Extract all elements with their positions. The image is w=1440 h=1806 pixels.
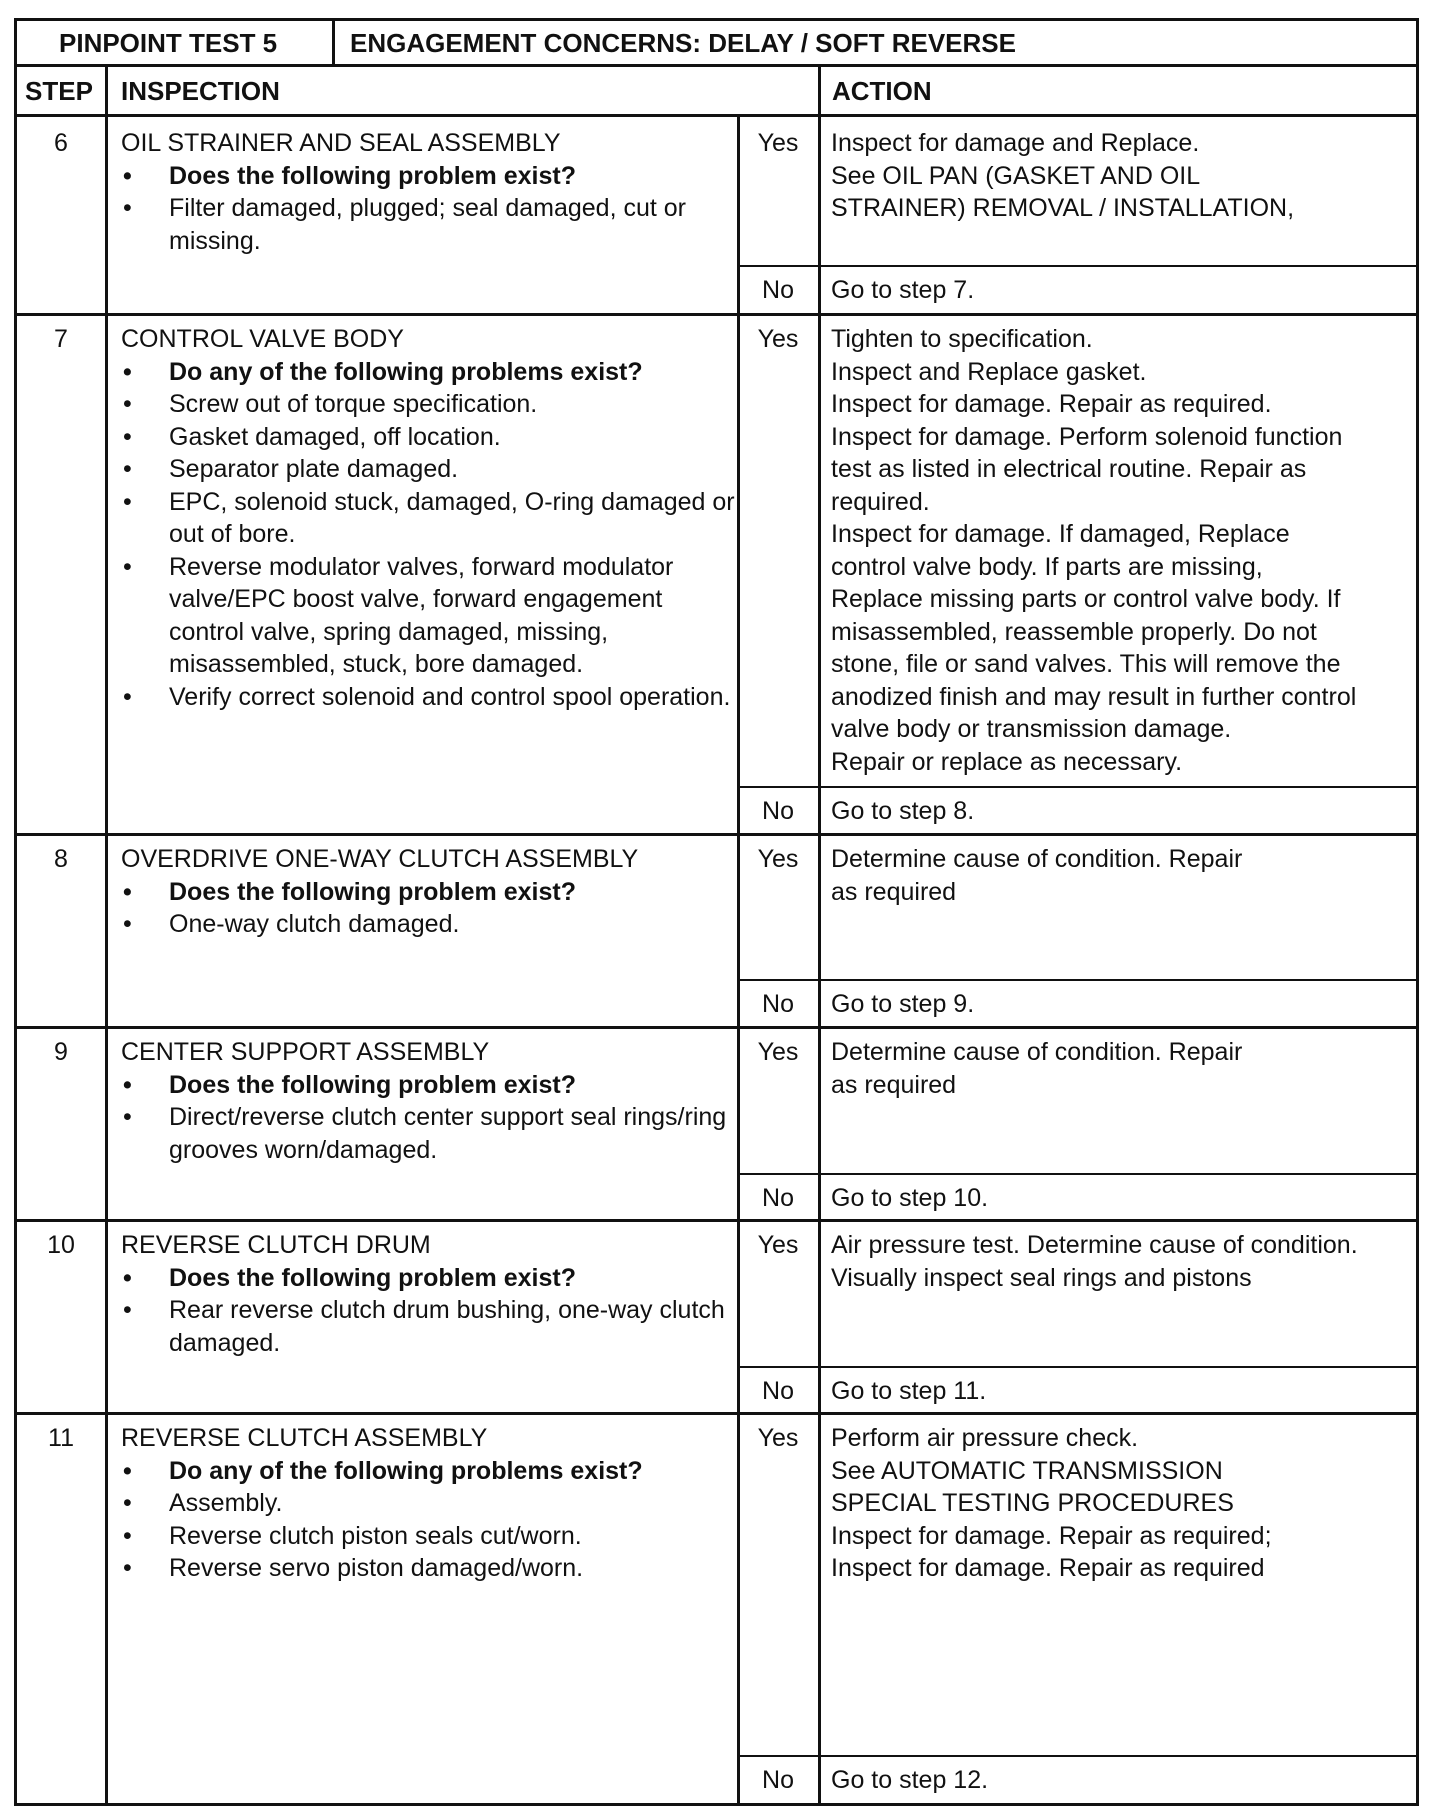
action-line: Replace missing parts or control valve body. If [831, 585, 1341, 613]
yes-action [831, 323, 1419, 778]
action-line: Inspect for damage. Repair as required. [831, 390, 1272, 418]
row8-yes-no-divider [737, 979, 1416, 981]
inspection-cell [121, 1036, 741, 1166]
no-action: Go to step 7. [831, 276, 975, 304]
action-line: Inspect for damage. Repair as required; [831, 1521, 1272, 1550]
inspection-bullet: • Screw out of torque specification. [121, 388, 741, 421]
step-number: 8 [54, 845, 68, 873]
no-action: Go to step 9. [831, 990, 975, 1018]
yes-label: Yes [757, 325, 799, 353]
no-label: No [762, 1377, 794, 1405]
action-line: See AUTOMATIC TRANSMISSION [831, 1456, 1223, 1485]
row9-yes-no-divider [737, 1173, 1416, 1175]
col-action: ACTION [832, 76, 932, 106]
action-line: STRAINER) REMOVAL / INSTALLATION, [831, 194, 1295, 222]
action-line: Inspect for damage. Perform solenoid function [831, 422, 1343, 451]
action-line: as required [831, 1070, 957, 1099]
yes-label: Yes [757, 845, 799, 873]
step-number: 6 [54, 129, 68, 157]
action-line: Visually inspect seal rings and pistons [831, 1263, 1252, 1292]
no-label: No [762, 276, 794, 304]
row6-yes-no-divider [737, 265, 1416, 267]
action-line: Determine cause of condition. Repair [831, 845, 1243, 873]
inspection-bullet: • Verify correct solenoid and control spool operation. [121, 681, 741, 714]
column-header-row [17, 67, 1416, 117]
no-label: No [762, 1766, 794, 1794]
col-inspection: INSPECTION [121, 76, 280, 106]
inspection-bullet: • One-way clutch damaged. [121, 908, 741, 941]
row10-divider [17, 1412, 1416, 1415]
action-line: SPECIAL TESTING PROCEDURES [831, 1489, 1234, 1517]
inspection-bullet: • Assembly. [121, 1487, 741, 1520]
no-action: Go to step 11. [831, 1377, 987, 1405]
action-line: Inspect for damage. If damaged, Replace [831, 520, 1290, 548]
inspection-question: • Does the following problem exist? [121, 1069, 741, 1102]
step-number: 11 [48, 1424, 74, 1452]
inspection-bullet: • Direct/reverse clutch center support seal rings/ring grooves worn/damaged. [121, 1101, 741, 1166]
action-line: test as listed in electrical routine. Repair as [831, 455, 1307, 483]
inspection-title: CONTROL VALVE BODY [121, 325, 404, 353]
test-title: ENGAGEMENT CONCERNS: DELAY / SOFT REVERSE [350, 28, 1016, 58]
step-number: 9 [54, 1038, 68, 1066]
row8-divider [17, 1026, 1416, 1029]
action-line: stone, file or sand valves. This will remove the [831, 650, 1341, 678]
inspection-bullet: • Reverse servo piston damaged/worn. [121, 1552, 741, 1585]
inspection-title: REVERSE CLUTCH ASSEMBLY [121, 1424, 488, 1452]
row7-divider [17, 833, 1416, 836]
col-step: STEP [25, 76, 93, 106]
inspection-title: OIL STRAINER AND SEAL ASSEMBLY [121, 129, 561, 157]
inspection-cell [121, 1422, 741, 1585]
inspection-title: OVERDRIVE ONE-WAY CLUTCH ASSEMBLY [121, 845, 639, 873]
yes-action [831, 1036, 1419, 1101]
action-line: Repair or replace as necessary. [831, 747, 1183, 776]
inspection-bullet: • EPC, solenoid stuck, damaged, O-ring damaged or out of bore. [121, 486, 741, 551]
action-line: See OIL PAN (GASKET AND OIL [831, 161, 1201, 190]
inspection-bullet: • Gasket damaged, off location. [121, 421, 741, 454]
action-line: Inspect for damage. Repair as required [831, 1554, 1265, 1582]
row6-divider [17, 313, 1416, 316]
yes-action [831, 1422, 1419, 1585]
action-line: misassembled, reassemble properly. Do not [831, 617, 1317, 646]
pinpoint-test-table [14, 18, 1419, 1806]
action-line: as required [831, 877, 957, 906]
inspection-cell [121, 1229, 741, 1359]
inspection-title: CENTER SUPPORT ASSEMBLY [121, 1038, 490, 1066]
test-label: PINPOINT TEST 5 [59, 28, 278, 58]
no-label: No [762, 990, 794, 1018]
action-line: Determine cause of condition. Repair [831, 1038, 1243, 1066]
title-divider [332, 21, 335, 67]
row7-yes-no-divider [737, 786, 1416, 788]
yes-action [831, 1229, 1419, 1294]
inspection-question: • Does the following problem exist? [121, 160, 741, 193]
inspection-question: • Does the following problem exist? [121, 876, 741, 909]
inspection-cell [121, 843, 741, 941]
inspection-bullet: • Reverse clutch piston seals cut/worn. [121, 1520, 741, 1553]
no-label: No [762, 797, 794, 825]
no-label: No [762, 1184, 794, 1212]
inspection-bullet: • Filter damaged, plugged; seal damaged, cut or missing. [121, 192, 741, 257]
inspection-cell [121, 323, 741, 713]
step-number: 10 [47, 1231, 75, 1259]
yes-label: Yes [757, 129, 799, 157]
row11-yes-no-divider [737, 1755, 1416, 1757]
inspection-bullet: • Separator plate damaged. [121, 453, 741, 486]
inspection-question: • Do any of the following problems exist? [121, 1455, 741, 1488]
action-line: required. [831, 487, 930, 516]
yes-label: Yes [757, 1038, 799, 1066]
row9-divider [17, 1219, 1416, 1222]
action-line: control valve body. If parts are missing, [831, 552, 1263, 581]
step-number: 7 [54, 325, 68, 353]
no-action: Go to step 10. [831, 1184, 989, 1212]
step-divider [105, 67, 108, 1806]
action-line: Perform air pressure check. [831, 1424, 1139, 1452]
action-line: Inspect for damage and Replace. [831, 129, 1200, 157]
action-line: anodized finish and may result in further control [831, 682, 1357, 711]
inspection-bullet: • Rear reverse clutch drum bushing, one-way clutch damaged. [121, 1294, 741, 1359]
inspection-bullet: • Reverse modulator valves, forward modulator valve/EPC boost valve, forward engagement control valve, spring damaged, missing, misassembled, stuck, bore damaged. [121, 551, 741, 681]
no-action: Go to step 12. [831, 1766, 989, 1794]
inspection-question: • Does the following problem exist? [121, 1262, 741, 1295]
action-divider [818, 117, 821, 1806]
inspection-question: • Do any of the following problems exist? [121, 356, 741, 389]
table-title-row [17, 21, 1416, 67]
action-line: Tighten to specification. [831, 325, 1093, 353]
inspection-title: REVERSE CLUTCH DRUM [121, 1231, 431, 1259]
action-line: Inspect and Replace gasket. [831, 357, 1147, 386]
action-line: valve body or transmission damage. [831, 715, 1232, 743]
yes-action [831, 127, 1419, 225]
no-action: Go to step 8. [831, 797, 975, 825]
row10-yes-no-divider [737, 1366, 1416, 1368]
inspection-cell [121, 127, 741, 257]
yes-action [831, 843, 1419, 908]
yes-label: Yes [757, 1424, 799, 1452]
yes-label: Yes [757, 1231, 799, 1259]
action-header-divider [818, 67, 821, 117]
action-line: Air pressure test. Determine cause of condition. [831, 1231, 1358, 1259]
